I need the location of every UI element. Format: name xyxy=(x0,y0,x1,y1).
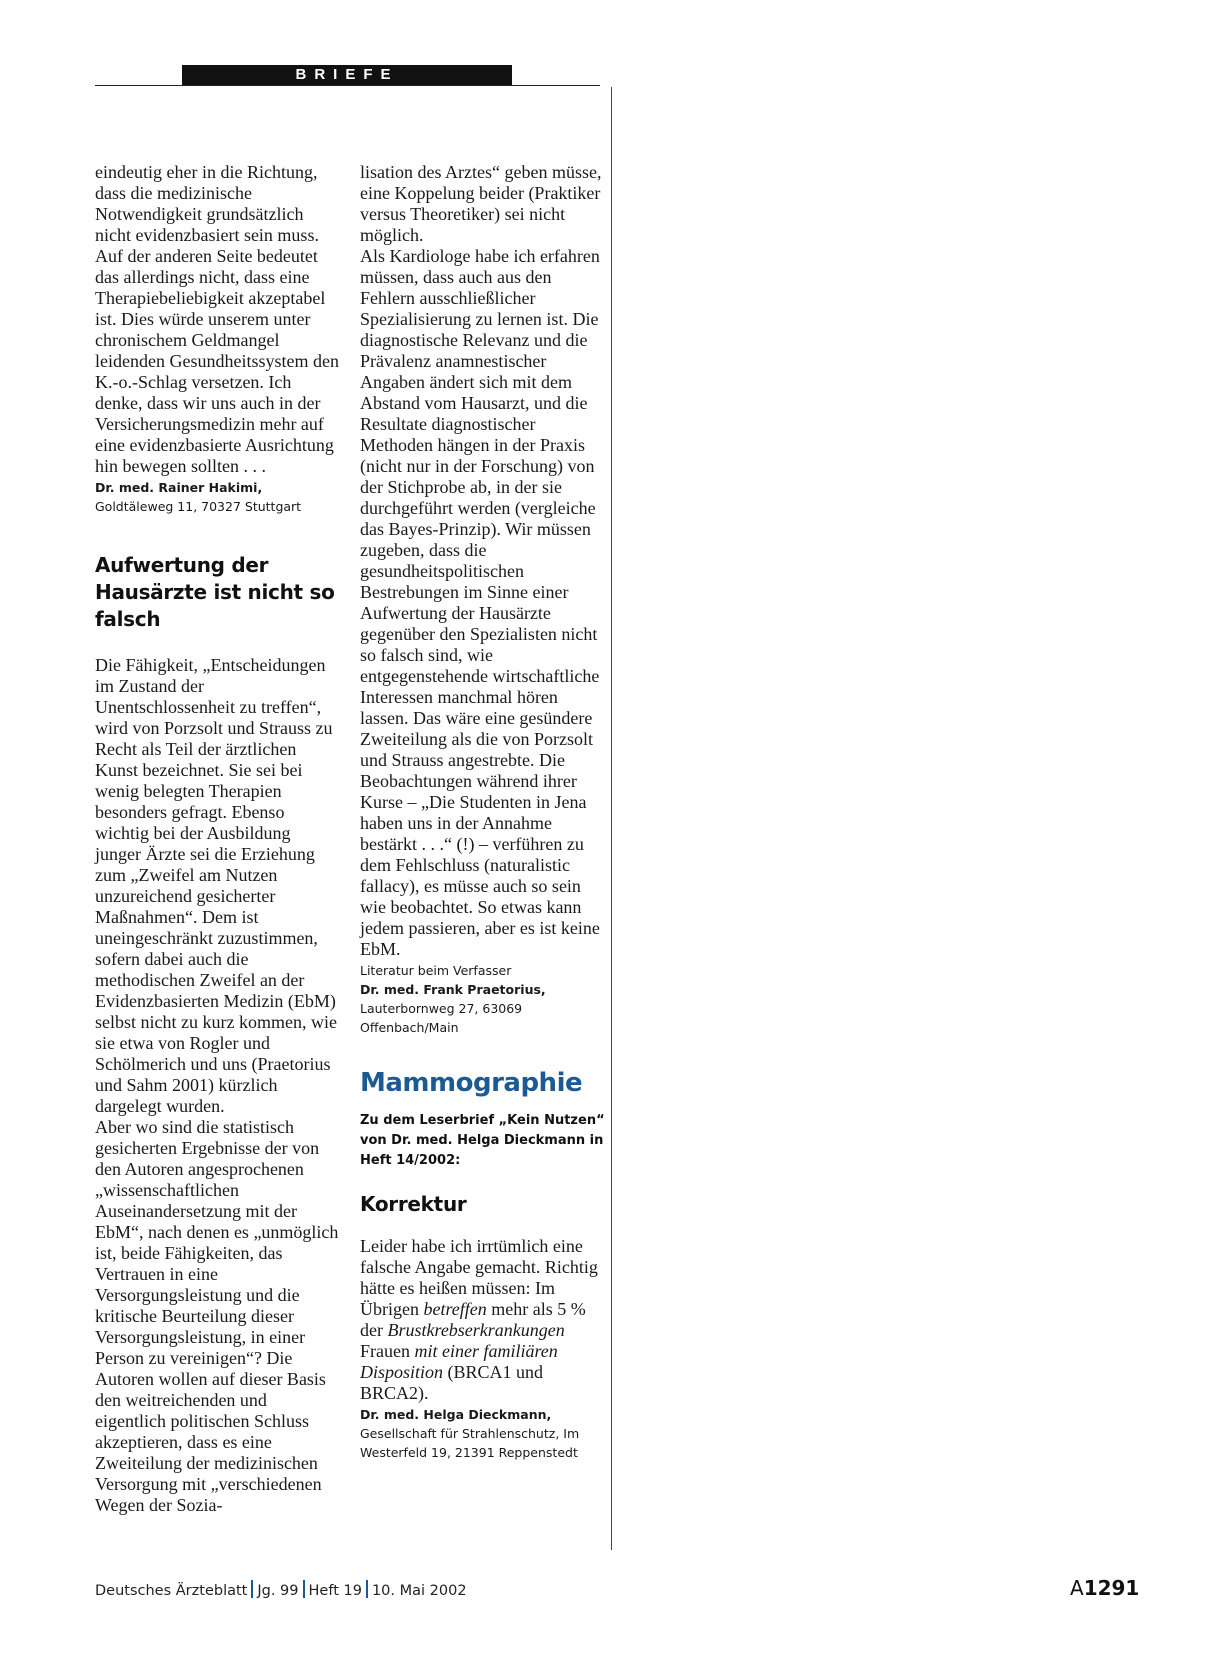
page-prefix: A xyxy=(1070,1576,1084,1600)
letter3-text-2: mehr als 5 % der xyxy=(360,1299,586,1340)
letter2-heading: Aufwertung der Hausärzte ist nicht so falsch xyxy=(95,553,335,631)
letter2-signature xyxy=(360,980,605,1037)
section-label: BRIEFE xyxy=(182,65,512,85)
letter3-heading: Korrektur xyxy=(360,1192,467,1216)
journal-issue: Heft 19 xyxy=(308,1583,362,1599)
letter3-author: Dr. med. Helga Dieckmann, xyxy=(360,1407,552,1422)
letter1-signature xyxy=(95,478,340,516)
column-right xyxy=(360,162,605,1462)
page-number xyxy=(1070,1576,1139,1600)
letter2-paragraph-2: Aber wo sind die statistisch gesicherten Ergebnisse der von den Autoren angesprochenen „wissenschaftlichen Auseinandersetzung mit der EbM“, nach denen es „unmöglich ist, beide Fähigkeiten, das Vertrauen in eine Versorgungsleistung und die kritische Beurteilung dieser Versorgungsleistung, in einer Person zu vereinigen“? Die Autoren wollen auf dieser Basis den weitreichenden und eigentlich politischen Schluss akzeptieren, dass es eine Zweiteilung der medizinischen Versorgung mit „verschiedenen Wegen der Sozia- xyxy=(95,1117,339,1515)
journal-name: Deutsches Ärzteblatt xyxy=(95,1583,248,1599)
letter3-italic-2: Brustkrebserkrankungen xyxy=(387,1320,565,1340)
footer xyxy=(95,1580,467,1599)
letter1-text xyxy=(95,162,340,477)
letter3-paragraph xyxy=(360,1236,605,1404)
letter3-address: Gesellschaft für Strahlenschutz, Im Westerfeld 19, 21391 Reppenstedt xyxy=(360,1426,580,1460)
letter2-author: Dr. med. Frank Praetorius, xyxy=(360,982,546,997)
letter3-text-3: Frauen xyxy=(360,1341,415,1361)
header-rule xyxy=(95,85,600,86)
footer-separator xyxy=(366,1580,368,1598)
section-title: Mammographie xyxy=(360,1068,583,1098)
column-left xyxy=(95,162,340,1516)
footer-separator xyxy=(251,1580,253,1598)
letter3-italic-3: mit einer familiären Disposition xyxy=(360,1341,558,1382)
letter2-address: Lauterbornweg 27, 63069 Offenbach/Main xyxy=(360,1001,523,1035)
letter2-paragraph-2-continued: lisation des Arztes“ geben müsse, eine Koppelung beider (Praktiker versus Theoretiker) sei nicht möglich. xyxy=(360,162,602,245)
journal-volume: Jg. 99 xyxy=(257,1583,299,1599)
letter2-text-continued xyxy=(360,162,605,960)
letter3-signature xyxy=(360,1405,605,1462)
letter2-paragraph-1: Die Fähigkeit, „Entscheidungen im Zustand der Unentschlossenheit zu treffen“, wird von Porzsolt und Strauss zu Recht als Teil der ärztlichen Kunst bezeichnet. Sie sei bei wenig belegten Therapien besonders gefragt. Ebenso wichtig bei der Ausbildung junger Ärzte sei die Erziehung zum „Zweifel am Nutzen unzureichend gesicherter Maßnahmen“. Dem ist uneingeschränkt zuzustimmen, sofern dabei auch die methodischen Zweifel an der Evidenzbasierten Medizin (EbM) selbst nicht zu kurz kommen, wie sie etwa von Rogler und Schölmerich und uns (Praetorius und Sahm 2001) kürzlich dargelegt wurden. xyxy=(95,655,337,1116)
letter3-text-1: Leider habe ich irrtümlich eine falsche Angabe gemacht. Richtig hätte es heißen müssen: Im Übrigen xyxy=(360,1236,598,1319)
letter3-italic-1: betreffen xyxy=(423,1299,487,1319)
column-rule xyxy=(611,87,612,1550)
letter3-text-4: (BRCA1 und BRCA2). xyxy=(360,1362,544,1403)
journal-date: 10. Mai 2002 xyxy=(371,1583,467,1599)
letter3-text xyxy=(360,1236,605,1404)
letter1-paragraph: eindeutig eher in die Richtung, dass die medizinische Notwendigkeit grundsätzlich nicht evidenzbasiert sein muss. Auf der anderen Seite bedeutet das allerdings nicht, dass eine Therapiebeliebigkeit akzeptabel ist. Dies würde unserem unter chronischem Geldmangel leidenden Gesundheitssystem den K.-o.-Schlag versetzen. Ich denke, dass wir uns auch in der Versicherungsmedizin mehr auf eine evidenzbasierte Ausrichtung hin bewegen sollten . . . xyxy=(95,162,339,476)
letter2-paragraph-3: Als Kardiologe habe ich erfahren müssen, dass auch aus den Fehlern ausschließlicher Spezialisierung zu lernen ist. Die diagnostische Relevanz und die Prävalenz anamnestischer Angaben ändert sich mit dem Abstand vom Hausarzt, und die Resultate diagnostischer Methoden hängen in der Praxis (nicht nur in der Forschung) von der Stichprobe ab, in der sie durchgeführt werden (vergleiche das Bayes-Prinzip). Wir müssen zugeben, dass die gesundheitspolitischen Bestrebungen im Sinne einer Aufwertung der Hausärzte gegenüber den Spezialisten nicht so falsch sind, wie entgegenstehende wirtschaftliche Interessen manchmal hören lassen. Das wäre eine gesündere Zweiteilung als die von Porzsolt und Strauss angestrebte. Die Beobachtungen während ihrer Kurse – „Die Studenten in Jena haben uns in der Annahme bestärkt . . .“ (!) – verführen zu dem Fehlschluss (naturalistic fallacy), es müsse auch so sein wie beobachtet. So etwas kann jedem passieren, aber es ist keine EbM. xyxy=(360,246,600,959)
literature-note: Literatur beim Verfasser xyxy=(360,963,512,978)
page-number-value: 1291 xyxy=(1083,1576,1140,1600)
footer-separator xyxy=(303,1580,305,1598)
letter2-text xyxy=(95,655,340,1516)
letter1-author: Dr. med. Rainer Hakimi, xyxy=(95,480,263,495)
section-intro: Zu dem Leserbrief „Kein Nutzen“ von Dr. med. Helga Dieckmann in Heft 14/2002: xyxy=(360,1113,605,1168)
letter1-address: Goldtäleweg 11, 70327 Stuttgart xyxy=(95,499,302,514)
